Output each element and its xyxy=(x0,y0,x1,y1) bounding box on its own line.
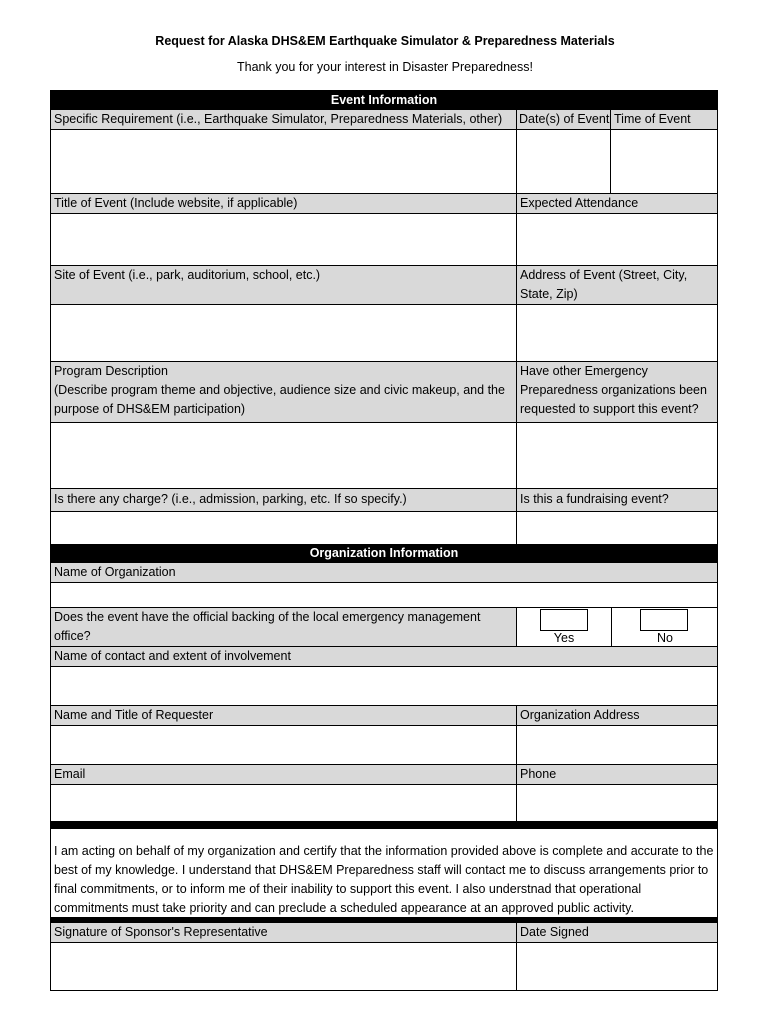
contact-field[interactable] xyxy=(51,667,717,705)
request-form xyxy=(50,90,718,991)
program-description-label xyxy=(51,361,516,423)
expected-attendance-label: Expected Attendance xyxy=(516,193,717,214)
other-orgs-field[interactable] xyxy=(516,423,717,488)
organization-section-header: Organization Information xyxy=(51,544,717,563)
site-of-event-field[interactable] xyxy=(51,305,516,361)
program-description-note: (Describe program theme and objective, audience size and civic makeup, and the purpose of DHS&EM participation) xyxy=(54,383,505,416)
date-signed-field[interactable] xyxy=(516,943,717,990)
site-of-event-label: Site of Event (i.e., park, auditorium, school, etc.) xyxy=(51,265,516,305)
phone-label: Phone xyxy=(516,764,717,785)
no-checkbox[interactable] xyxy=(640,609,688,631)
certification-block xyxy=(51,829,717,917)
event-section-header: Event Information xyxy=(51,91,717,109)
time-label: Time of Event xyxy=(610,109,717,130)
dates-field[interactable] xyxy=(516,130,610,193)
certification-text: I am acting on behalf of my organization and certify that the information provided above is complete and accurate to the best of my knowledge. I understand that DHS&EM Preparedness staff will contact me to discuss arrangements prior to final commitments, or to inform me of their inability to support this event. I also understnad that operational commitments must take priority and can preclude a scheduled appearance at an approved public activity. xyxy=(54,844,714,915)
charge-label: Is there any charge? (i.e., admission, parking, etc. If so specify.) xyxy=(51,488,516,512)
options-divider xyxy=(611,608,612,646)
no-label: No xyxy=(657,631,673,645)
charge-field[interactable] xyxy=(51,512,516,544)
fundraising-label: Is this a fundraising event? xyxy=(516,488,717,512)
program-description-field[interactable] xyxy=(51,423,516,488)
certification-top-rule xyxy=(51,821,717,829)
email-label: Email xyxy=(51,764,516,785)
specific-requirement-label: Specific Requirement (i.e., Earthquake Simulator, Preparedness Materials, other) xyxy=(51,109,516,130)
other-orgs-label: Have other Emergency Preparedness organizations been requested to support this event? xyxy=(516,361,717,423)
yes-checkbox[interactable] xyxy=(540,609,588,631)
requester-label: Name and Title of Requester xyxy=(51,705,516,726)
organization-address-field[interactable] xyxy=(516,726,717,764)
contact-label: Name of contact and extent of involvement xyxy=(51,647,717,667)
date-signed-label: Date Signed xyxy=(516,923,717,943)
form-subtitle: Thank you for your interest in Disaster Preparedness! xyxy=(237,60,533,74)
dates-label: Date(s) of Event xyxy=(516,109,610,130)
signature-field[interactable] xyxy=(51,943,516,990)
signature-label: Signature of Sponsor's Representative xyxy=(51,923,516,943)
address-of-event-field[interactable] xyxy=(516,305,717,361)
requester-field[interactable] xyxy=(51,726,516,764)
address-of-event-label: Address of Event (Street, City, State, Zip) xyxy=(516,265,717,305)
yes-label: Yes xyxy=(553,631,575,645)
title-of-event-field[interactable] xyxy=(51,214,516,265)
backing-question-label: Does the event have the official backing of the local emergency management office? xyxy=(51,607,516,647)
phone-field[interactable] xyxy=(516,785,717,821)
program-description-title: Program Description xyxy=(54,364,168,378)
time-field[interactable] xyxy=(610,130,717,193)
specific-requirement-field[interactable] xyxy=(51,130,516,193)
organization-name-label: Name of Organization xyxy=(51,563,717,583)
expected-attendance-field[interactable] xyxy=(516,214,717,265)
backing-options xyxy=(516,607,717,647)
organization-address-label: Organization Address xyxy=(516,705,717,726)
fundraising-field[interactable] xyxy=(516,512,717,544)
organization-name-field[interactable] xyxy=(51,583,717,607)
form-title: Request for Alaska DHS&EM Earthquake Simulator & Preparedness Materials xyxy=(155,34,615,48)
title-of-event-label: Title of Event (Include website, if applicable) xyxy=(51,193,516,214)
email-field[interactable] xyxy=(51,785,516,821)
